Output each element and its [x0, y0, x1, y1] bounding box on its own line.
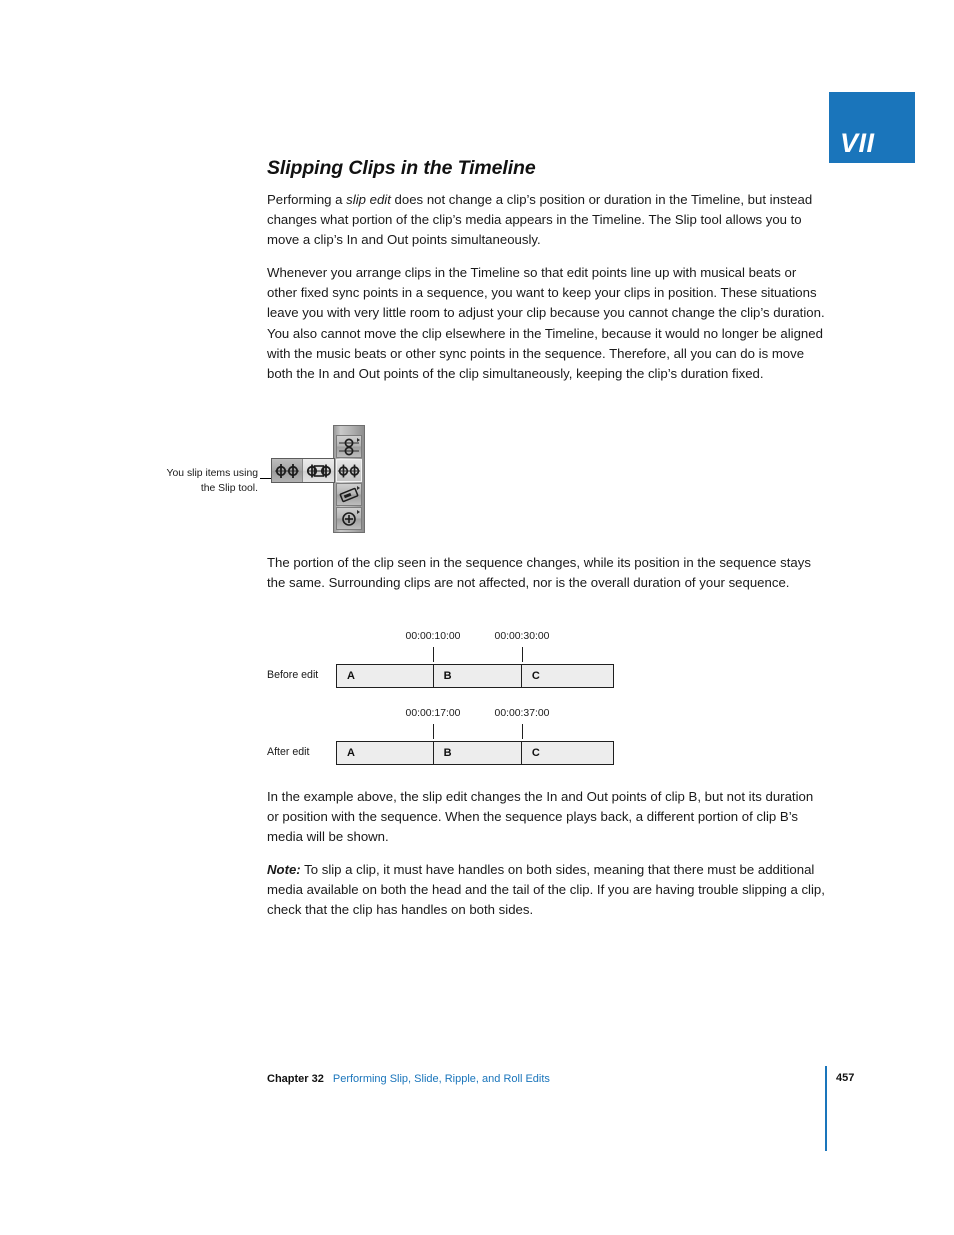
timeline-clip[interactable] — [522, 742, 613, 764]
flyout-cell-slide-tool[interactable] — [303, 459, 334, 482]
term-slip-edit: slip edit — [346, 192, 391, 207]
timecode-label: 00:00:17:00 — [405, 708, 461, 719]
timeline-clip-label: A — [347, 747, 355, 759]
timeline-row-label: After edit — [267, 746, 310, 758]
footer-chapter-number: Chapter 32 — [267, 1073, 324, 1085]
flyout-arrow-icon[interactable] — [357, 486, 360, 490]
slip-tool-icon — [272, 459, 302, 482]
footer-vertical-rule — [825, 1066, 827, 1151]
tool-flyout[interactable] — [271, 458, 335, 483]
tool-palette-cell-razor-blade-tool[interactable] — [336, 483, 362, 506]
footer-chapter-title[interactable]: Performing Slip, Slide, Ripple, and Roll Edits — [332, 1073, 550, 1085]
tool-palette-cell-roll-tool[interactable] — [336, 435, 362, 458]
page-title: Slipping Clips in the Timeline — [267, 157, 536, 179]
paragraph-intro — [267, 190, 825, 251]
paragraph-intro-text — [267, 190, 825, 251]
tool-palette-cell-slip-tool[interactable] — [336, 459, 362, 482]
timeline-clip-label: B — [443, 747, 452, 759]
paragraph-sync-points-text: Whenever you arrange clips in the Timeline so that edit points line up with musical beats or other fixed sync points in a sequence, you want to keep your clips in position. These situations leave you with very little room to adjust your clip because you cannot change the clip’s duration. You also cannot move the clip elsewhere in the Timeline, because it would no longer be aligned with the music beats or other sync points in the sequence. Therefore, all you can do is move both the In and Out points of the clip simultaneously, keeping the clip’s duration fixed. — [267, 265, 825, 382]
paragraph-intro-part-a: Performing a — [267, 192, 347, 207]
figure-before-after-timeline — [267, 630, 627, 775]
timeline-bar — [336, 741, 614, 765]
callout-caption-line2: the Slip tool. — [200, 482, 258, 494]
timecode-tick — [433, 647, 434, 662]
timecode-tick — [522, 724, 523, 739]
paragraph-portion-text: The portion of the clip seen in the sequence changes, while its position in the sequence stays the same. Surrounding clips are not affected, nor is the overall duration of your sequence. — [267, 555, 811, 591]
tool-palette[interactable] — [333, 425, 365, 533]
paragraph-intro-part-b: does not change a clip’s position or duration in the Timeline, but instead changes what portion of the clip’s media appears in the Timeline. The Slip tool allows you to move a clip’s In and Out points simultaneously. — [267, 192, 813, 248]
flyout-arrow-icon[interactable] — [357, 510, 360, 514]
timecode-tick — [433, 724, 434, 739]
paragraph-portion — [267, 553, 825, 593]
note-body: To slip a clip, it must have handles on both sides, meaning that there must be additional media available on both the head and the tail of the clip. If you are having trouble slipping a clip, check that the clip has handles on both sides. — [267, 862, 825, 918]
timeline-clip-label: C — [531, 747, 540, 759]
flyout-arrow-icon[interactable] — [357, 438, 360, 442]
callout-caption — [150, 467, 258, 496]
timeline-clip[interactable] — [434, 665, 522, 687]
note-label: Note: — [267, 862, 301, 877]
timeline-clip-label: A — [347, 670, 355, 682]
timeline-clip[interactable] — [337, 742, 434, 764]
paragraph-example — [267, 787, 825, 848]
timeline-clip[interactable] — [434, 742, 522, 764]
paragraph-note-text — [267, 860, 825, 921]
callout-caption-line1: You slip items using — [166, 468, 258, 479]
page-footer — [267, 1072, 827, 1087]
timeline-clip[interactable] — [337, 665, 434, 687]
timeline-clip[interactable] — [522, 665, 613, 687]
timeline-clip-label: C — [531, 670, 540, 682]
figure-slip-tool-callout — [150, 425, 390, 545]
timeline-row-label: Before edit — [267, 669, 319, 681]
slide-tool-icon — [303, 459, 334, 482]
timecode-label: 00:00:10:00 — [405, 631, 461, 642]
tool-palette-cell-zoom-tool[interactable] — [336, 507, 362, 530]
part-tab-label: VII — [840, 128, 875, 158]
flyout-cell-slip-tool[interactable] — [272, 459, 303, 482]
timeline-bar — [336, 664, 614, 688]
page-title-wrapper — [267, 157, 536, 180]
timecode-tick — [522, 647, 523, 662]
page-number: 457 — [836, 1072, 855, 1084]
timecode-label: 00:00:37:00 — [494, 708, 550, 719]
timeline-clip-label: B — [443, 670, 452, 682]
paragraph-sync-points — [267, 263, 825, 384]
part-tab — [829, 92, 915, 163]
paragraph-example-text: In the example above, the slip edit changes the In and Out points of clip B, but not its duration or position with the sequence. When the sequence plays back, a different portion of clip B’s media will be shown. — [267, 789, 814, 845]
slip-tool-icon — [337, 460, 361, 481]
paragraph-note — [267, 860, 825, 921]
timecode-label: 00:00:30:00 — [494, 631, 550, 642]
